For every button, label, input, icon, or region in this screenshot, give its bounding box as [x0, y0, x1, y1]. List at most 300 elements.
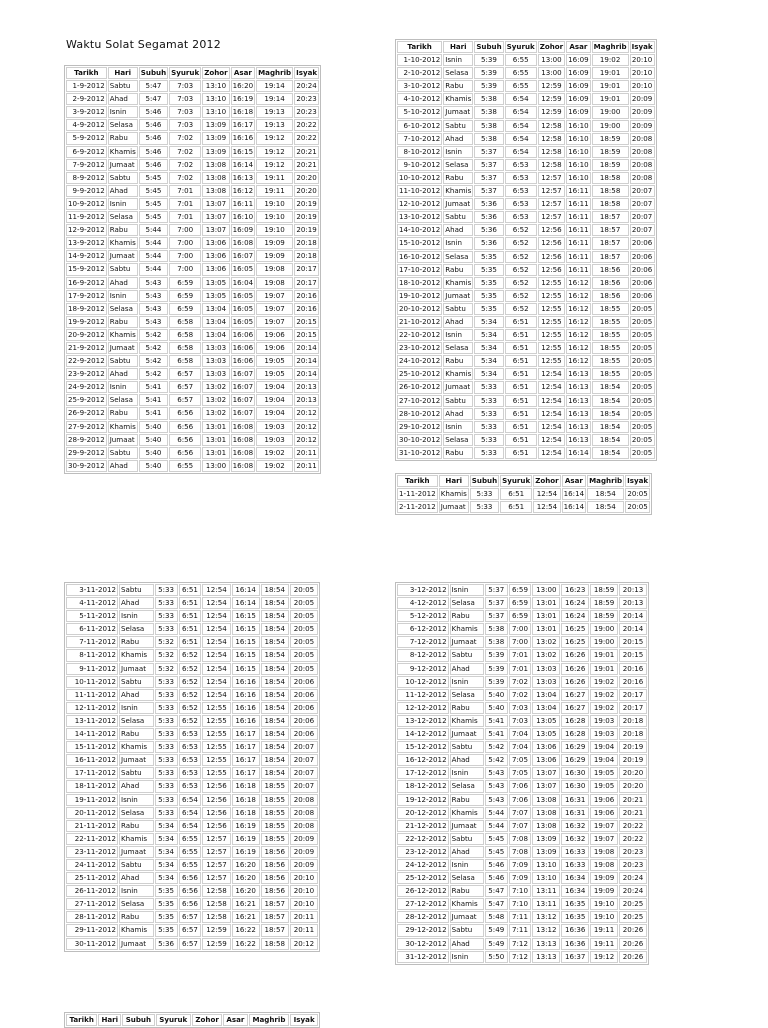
cell-date: 25-10-2012	[397, 368, 442, 380]
cell-subuh: 5:41	[139, 407, 168, 419]
cell-subuh: 5:33	[155, 610, 178, 622]
cell-maghrib: 18:57	[261, 924, 289, 936]
cell-isyak: 20:14	[619, 623, 647, 635]
cell-syuruk: 7:02	[509, 689, 532, 701]
cell-syuruk: 7:09	[509, 859, 532, 871]
cell-subuh: 5:38	[474, 106, 503, 118]
cell-date: 6-12-2012	[397, 623, 449, 635]
table-row	[397, 846, 647, 858]
cell-isyak: 20:07	[630, 185, 655, 197]
table-row	[66, 211, 319, 223]
cell-zohor: 13:10	[532, 872, 560, 884]
cell-day: Rabu	[443, 80, 473, 92]
cell-subuh: 5:36	[474, 198, 503, 210]
cell-zohor: 12:54	[538, 381, 565, 393]
cell-zohor: 12:56	[538, 251, 565, 263]
cell-syuruk: 6:54	[505, 146, 537, 158]
table-row	[66, 106, 319, 118]
column-header-subuh: Subuh	[470, 475, 499, 487]
cell-subuh: 5:35	[155, 885, 178, 897]
cell-date: 11-12-2012	[397, 689, 449, 701]
cell-syuruk: 7:02	[169, 146, 201, 158]
cell-syuruk: 7:02	[509, 676, 532, 688]
table-row	[397, 80, 655, 92]
cell-maghrib: 19:00	[592, 120, 629, 132]
table-row	[397, 211, 655, 223]
cell-isyak: 20:14	[294, 355, 319, 367]
cell-maghrib: 19:10	[256, 211, 293, 223]
cell-day: Jumaat	[119, 754, 154, 766]
cell-syuruk: 7:12	[509, 951, 532, 963]
cell-subuh: 5:40	[139, 460, 168, 472]
cell-subuh: 5:36	[474, 224, 503, 236]
cell-syuruk: 6:52	[179, 715, 202, 727]
cell-day: Sabtu	[450, 833, 484, 845]
cell-syuruk: 6:54	[505, 106, 537, 118]
table-row	[66, 754, 318, 766]
table-row	[66, 93, 319, 105]
cell-day: Jumaat	[108, 250, 138, 262]
cell-date: 6-9-2012	[66, 146, 107, 158]
cell-asar: 16:09	[566, 67, 590, 79]
cell-zohor: 13:08	[532, 820, 560, 832]
cell-subuh: 5:39	[474, 67, 503, 79]
cell-isyak: 20:15	[294, 316, 319, 328]
cell-subuh: 5:42	[139, 368, 168, 380]
cell-zohor: 13:00	[532, 584, 560, 596]
cell-maghrib: 19:08	[256, 263, 293, 275]
cell-subuh: 5:43	[139, 290, 168, 302]
cell-zohor: 12:59	[538, 93, 565, 105]
cell-isyak: 20:05	[630, 368, 655, 380]
table-row	[397, 924, 647, 936]
cell-zohor: 12:56	[538, 237, 565, 249]
cell-asar: 16:30	[561, 767, 589, 779]
cell-syuruk: 6:55	[505, 54, 537, 66]
cell-zohor: 12:57	[538, 172, 565, 184]
cell-isyak: 20:06	[630, 290, 655, 302]
cell-day: Isnin	[119, 610, 154, 622]
table-row	[66, 80, 319, 92]
cell-subuh: 5:44	[139, 263, 168, 275]
cell-maghrib: 19:03	[590, 728, 618, 740]
cell-isyak: 20:25	[619, 898, 647, 910]
table-row	[66, 676, 318, 688]
cell-date: 17-9-2012	[66, 290, 107, 302]
cell-day: Rabu	[119, 636, 154, 648]
cell-date: 23-9-2012	[66, 368, 107, 380]
cell-isyak: 20:17	[619, 689, 647, 701]
cell-subuh: 5:41	[485, 728, 508, 740]
table-row	[397, 67, 655, 79]
cell-isyak: 20:22	[619, 820, 647, 832]
table-row	[397, 780, 647, 792]
cell-maghrib: 19:04	[256, 394, 293, 406]
cell-zohor: 13:04	[202, 329, 229, 341]
cell-isyak: 20:05	[625, 488, 650, 500]
cell-day: Selasa	[119, 898, 154, 910]
cell-zohor: 13:05	[532, 728, 560, 740]
cell-asar: 16:06	[231, 329, 255, 341]
table-row	[397, 488, 650, 500]
cell-zohor: 13:01	[532, 597, 560, 609]
cell-syuruk: 7:12	[509, 938, 532, 950]
cell-subuh: 5:32	[155, 663, 178, 675]
cell-syuruk: 6:53	[505, 211, 537, 223]
cell-maghrib: 19:10	[590, 911, 618, 923]
cell-day: Isnin	[450, 767, 484, 779]
cell-asar: 16:17	[232, 741, 260, 753]
cell-day: Rabu	[443, 447, 473, 459]
cell-subuh: 5:34	[474, 342, 503, 354]
table-row	[66, 938, 318, 950]
cell-zohor: 13:03	[202, 368, 229, 380]
cell-isyak: 20:21	[619, 807, 647, 819]
cell-date: 7-9-2012	[66, 159, 107, 171]
cell-syuruk: 6:56	[179, 885, 202, 897]
cell-syuruk: 7:01	[169, 198, 201, 210]
cell-date: 1-9-2012	[66, 80, 107, 92]
cell-asar: 16:10	[566, 146, 590, 158]
cell-syuruk: 7:11	[509, 911, 532, 923]
cell-syuruk: 6:51	[505, 368, 537, 380]
cell-zohor: 13:06	[532, 754, 560, 766]
cell-subuh: 5:33	[155, 767, 178, 779]
table-row	[66, 728, 318, 740]
cell-day: Selasa	[443, 434, 473, 446]
cell-asar: 16:12	[566, 303, 590, 315]
column-header-date: Tarikh	[397, 41, 442, 53]
cell-maghrib: 18:58	[592, 198, 629, 210]
cell-asar: 16:25	[561, 623, 589, 635]
cell-asar: 16:31	[561, 794, 589, 806]
column-header-isyak: Isyak	[625, 475, 650, 487]
cell-isyak: 20:05	[630, 381, 655, 393]
column-header-maghrib: Maghrib	[587, 475, 624, 487]
cell-asar: 16:10	[566, 159, 590, 171]
cell-day: Sabtu	[108, 447, 138, 459]
cell-asar: 16:33	[561, 846, 589, 858]
cell-isyak: 20:06	[290, 689, 318, 701]
cell-syuruk: 6:55	[505, 67, 537, 79]
cell-day: Khamis	[443, 185, 473, 197]
cell-date: 9-12-2012	[397, 663, 449, 675]
table-row	[66, 460, 319, 472]
cell-maghrib: 19:05	[590, 780, 618, 792]
cell-asar: 16:11	[566, 224, 590, 236]
cell-syuruk: 6:53	[179, 767, 202, 779]
cell-isyak: 20:13	[619, 584, 647, 596]
cell-asar: 16:15	[232, 663, 260, 675]
cell-maghrib: 18:54	[261, 754, 289, 766]
cell-date: 30-10-2012	[397, 434, 442, 446]
cell-maghrib: 18:54	[261, 702, 289, 714]
cell-day: Selasa	[450, 780, 484, 792]
cell-maghrib: 18:55	[592, 329, 629, 341]
cell-maghrib: 19:00	[592, 106, 629, 118]
cell-subuh: 5:45	[139, 185, 168, 197]
cell-maghrib: 19:12	[256, 132, 293, 144]
cell-maghrib: 18:54	[261, 623, 289, 635]
cell-date: 26-11-2012	[66, 885, 118, 897]
cell-maghrib: 19:09	[256, 237, 293, 249]
cell-date: 21-11-2012	[66, 820, 118, 832]
cell-date: 26-10-2012	[397, 381, 442, 393]
cell-maghrib: 18:59	[590, 597, 618, 609]
cell-maghrib: 19:09	[256, 250, 293, 262]
cell-day: Sabtu	[450, 924, 484, 936]
cell-asar: 16:12	[566, 355, 590, 367]
cell-maghrib: 18:59	[592, 133, 629, 145]
column-header-subuh: Subuh	[139, 67, 168, 79]
cell-subuh: 5:33	[155, 741, 178, 753]
cell-zohor: 12:54	[538, 447, 565, 459]
cell-subuh: 5:40	[139, 434, 168, 446]
cell-isyak: 20:21	[619, 794, 647, 806]
table-row	[397, 172, 655, 184]
cell-asar: 16:20	[232, 859, 260, 871]
cell-syuruk: 6:52	[505, 277, 537, 289]
cell-asar: 16:17	[232, 754, 260, 766]
cell-syuruk: 7:03	[169, 80, 201, 92]
cell-isyak: 20:23	[294, 106, 319, 118]
cell-zohor: 12:55	[538, 342, 565, 354]
cell-subuh: 5:46	[485, 872, 508, 884]
cell-day: Jumaat	[119, 663, 154, 675]
cell-isyak: 20:17	[294, 277, 319, 289]
cell-subuh: 5:43	[139, 316, 168, 328]
cell-day: Ahad	[450, 846, 484, 858]
cell-isyak: 20:06	[630, 277, 655, 289]
cell-syuruk: 6:51	[505, 342, 537, 354]
cell-syuruk: 7:10	[509, 885, 532, 897]
cell-asar: 16:18	[232, 807, 260, 819]
cell-day: Khamis	[108, 146, 138, 158]
cell-isyak: 20:06	[630, 264, 655, 276]
cell-date: 19-10-2012	[397, 290, 442, 302]
cell-zohor: 13:05	[202, 277, 229, 289]
cell-isyak: 20:05	[630, 303, 655, 315]
cell-day: Rabu	[443, 172, 473, 184]
cell-maghrib: 18:55	[592, 368, 629, 380]
cell-subuh: 5:33	[155, 780, 178, 792]
table-row	[397, 264, 655, 276]
cell-asar: 16:16	[232, 676, 260, 688]
cell-zohor: 12:54	[202, 649, 230, 661]
cell-day: Sabtu	[119, 767, 154, 779]
cell-day: Ahad	[108, 277, 138, 289]
cell-asar: 16:10	[566, 120, 590, 132]
table-row	[66, 407, 319, 419]
cell-isyak: 20:09	[630, 120, 655, 132]
cell-maghrib: 19:05	[256, 355, 293, 367]
cell-subuh: 5:49	[485, 938, 508, 950]
cell-date: 24-9-2012	[66, 381, 107, 393]
cell-syuruk: 6:56	[169, 434, 201, 446]
cell-syuruk: 6:53	[505, 198, 537, 210]
cell-isyak: 20:05	[290, 597, 318, 609]
cell-date: 12-10-2012	[397, 198, 442, 210]
column-header-day: Hari	[439, 475, 469, 487]
cell-date: 1-11-2012	[397, 488, 438, 500]
cell-zohor: 12:57	[202, 859, 230, 871]
cell-maghrib: 19:06	[256, 329, 293, 341]
cell-isyak: 20:22	[294, 132, 319, 144]
table-row	[66, 329, 319, 341]
cell-maghrib: 18:54	[261, 741, 289, 753]
table-row	[66, 290, 319, 302]
table-row	[66, 636, 318, 648]
cell-maghrib: 19:05	[256, 368, 293, 380]
cell-day: Khamis	[443, 277, 473, 289]
cell-isyak: 20:23	[294, 93, 319, 105]
cell-zohor: 12:54	[538, 408, 565, 420]
table-row	[397, 820, 647, 832]
cell-asar: 16:09	[566, 106, 590, 118]
cell-syuruk: 6:53	[179, 754, 202, 766]
cell-date: 28-12-2012	[397, 911, 449, 923]
cell-isyak: 20:07	[290, 741, 318, 753]
cell-isyak: 20:05	[625, 501, 650, 513]
cell-isyak: 20:11	[290, 911, 318, 923]
cell-asar: 16:21	[232, 911, 260, 923]
cell-asar: 16:11	[566, 185, 590, 197]
cell-subuh: 5:43	[485, 767, 508, 779]
cell-isyak: 20:05	[630, 355, 655, 367]
table-row	[397, 689, 647, 701]
cell-maghrib: 18:54	[592, 395, 629, 407]
cell-date: 27-10-2012	[397, 395, 442, 407]
cell-asar: 16:14	[232, 584, 260, 596]
cell-zohor: 13:08	[202, 185, 229, 197]
cell-zohor: 13:08	[532, 807, 560, 819]
cell-maghrib: 18:54	[261, 663, 289, 675]
column-header-zohor: Zohor	[202, 67, 229, 79]
cell-subuh: 5:42	[139, 329, 168, 341]
cell-date: 19-11-2012	[66, 794, 118, 806]
cell-maghrib: 19:14	[256, 80, 293, 92]
table-row	[397, 146, 655, 158]
cell-isyak: 20:05	[630, 447, 655, 459]
cell-subuh: 5:37	[474, 185, 503, 197]
cell-zohor: 12:54	[202, 636, 230, 648]
cell-date: 31-12-2012	[397, 951, 449, 963]
table-row	[397, 898, 647, 910]
column-header-day: Hari	[98, 1014, 121, 1026]
cell-maghrib: 19:07	[590, 820, 618, 832]
cell-asar: 16:11	[566, 198, 590, 210]
cell-date: 21-12-2012	[397, 820, 449, 832]
cell-date: 26-12-2012	[397, 885, 449, 897]
table-row	[397, 355, 655, 367]
cell-maghrib: 18:59	[592, 159, 629, 171]
column-header-syuruk: Syuruk	[156, 1014, 191, 1026]
cell-syuruk: 6:57	[169, 381, 201, 393]
cell-asar: 16:07	[231, 381, 255, 393]
table-row	[397, 663, 647, 675]
cell-isyak: 20:14	[294, 368, 319, 380]
cell-isyak: 20:07	[630, 211, 655, 223]
cell-isyak: 20:05	[630, 408, 655, 420]
cell-maghrib: 18:56	[261, 846, 289, 858]
cell-maghrib: 19:09	[590, 885, 618, 897]
cell-day: Isnin	[443, 54, 473, 66]
cell-zohor: 13:06	[202, 250, 229, 262]
cell-syuruk: 6:52	[505, 237, 537, 249]
cell-zohor: 12:58	[538, 120, 565, 132]
table-row	[66, 159, 319, 171]
cell-isyak: 20:10	[290, 898, 318, 910]
cell-asar: 16:06	[231, 355, 255, 367]
cell-subuh: 5:42	[485, 754, 508, 766]
cell-isyak: 20:06	[290, 702, 318, 714]
cell-zohor: 13:03	[202, 355, 229, 367]
cell-isyak: 20:23	[619, 859, 647, 871]
cell-asar: 16:10	[566, 172, 590, 184]
cell-isyak: 20:22	[294, 119, 319, 131]
cell-day: Sabtu	[119, 584, 154, 596]
cell-zohor: 12:55	[202, 715, 230, 727]
cell-asar: 16:20	[232, 885, 260, 897]
cell-day: Jumaat	[119, 846, 154, 858]
cell-isyak: 20:07	[630, 198, 655, 210]
cell-day: Selasa	[443, 342, 473, 354]
cell-subuh: 5:34	[155, 820, 178, 832]
cell-asar: 16:16	[232, 689, 260, 701]
cell-date: 24-10-2012	[397, 355, 442, 367]
cell-asar: 16:10	[231, 211, 255, 223]
table-row	[397, 794, 647, 806]
cell-syuruk: 6:53	[179, 728, 202, 740]
cell-maghrib: 18:54	[587, 488, 624, 500]
cell-day: Selasa	[450, 872, 484, 884]
cell-zohor: 12:55	[538, 277, 565, 289]
cell-isyak: 20:18	[294, 237, 319, 249]
cell-day: Isnin	[119, 702, 154, 714]
cell-subuh: 5:33	[155, 794, 178, 806]
column-header-zohor: Zohor	[533, 475, 560, 487]
cell-isyak: 20:26	[619, 924, 647, 936]
cell-subuh: 5:33	[155, 584, 178, 596]
cell-date: 19-9-2012	[66, 316, 107, 328]
cell-zohor: 12:55	[202, 754, 230, 766]
cell-syuruk: 7:01	[509, 663, 532, 675]
cell-syuruk: 6:52	[179, 649, 202, 661]
table-row	[66, 277, 319, 289]
cell-zohor: 13:07	[532, 767, 560, 779]
cell-zohor: 13:11	[532, 898, 560, 910]
cell-isyak: 20:16	[294, 303, 319, 315]
cell-maghrib: 18:58	[261, 938, 289, 950]
cell-asar: 16:27	[561, 689, 589, 701]
cell-date: 25-9-2012	[66, 394, 107, 406]
cell-date: 22-9-2012	[66, 355, 107, 367]
cell-maghrib: 19:04	[590, 754, 618, 766]
cell-maghrib: 18:57	[592, 237, 629, 249]
cell-asar: 16:19	[232, 820, 260, 832]
table-row	[397, 159, 655, 171]
cell-subuh: 5:48	[485, 911, 508, 923]
cell-maghrib: 19:04	[256, 407, 293, 419]
cell-isyak: 20:15	[619, 636, 647, 648]
cell-syuruk: 7:10	[509, 898, 532, 910]
column-header-maghrib: Maghrib	[249, 1014, 290, 1026]
cell-isyak: 20:06	[290, 676, 318, 688]
cell-subuh: 5:43	[485, 780, 508, 792]
cell-asar: 16:13	[566, 381, 590, 393]
cell-subuh: 5:36	[474, 237, 503, 249]
table-row	[66, 911, 318, 923]
